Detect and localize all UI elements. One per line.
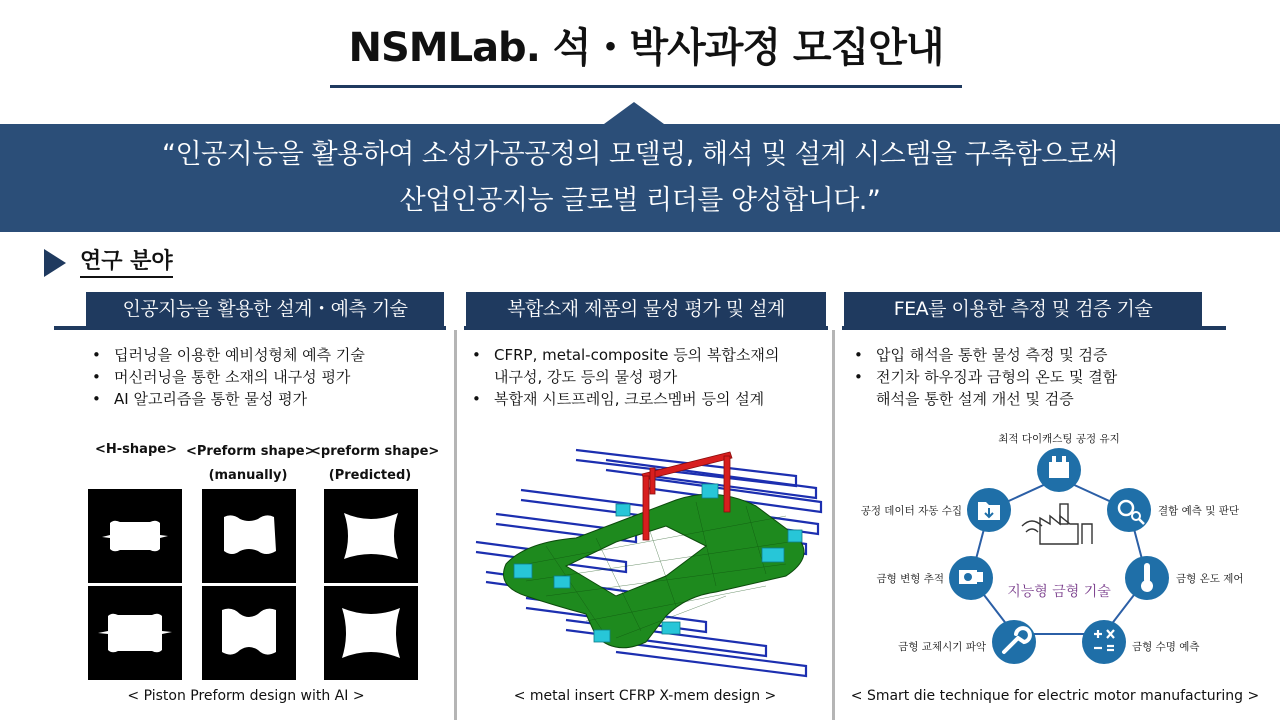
bullet-item: • AI 알고리즘을 통한 물성 평가 <box>86 388 446 410</box>
bullet-item: • 압입 해석을 통한 물성 측정 및 검증 <box>848 344 1228 366</box>
node-label: 공정 데이터 자동 수집 <box>860 505 962 517</box>
figure-label-predicted: (Predicted) <box>328 468 412 483</box>
mission-statement <box>0 132 1280 224</box>
column-3-heading: FEA를 이용한 측정 및 검증 기술 <box>844 292 1202 326</box>
figure-label-preform-predicted: <preform shape> <box>310 444 440 459</box>
factory-control-icon <box>1049 462 1069 478</box>
h-shape-image-1 <box>88 489 182 583</box>
banner-pointer <box>604 102 664 124</box>
node-defect-prediction <box>1107 488 1240 532</box>
column-3-caption: < Smart die technique for electric motor manufacturing > <box>850 688 1260 704</box>
section-heading <box>44 246 173 280</box>
bullet-item: • 전기차 하우징과 금형의 온도 및 결함 <box>848 366 1228 388</box>
triangle-bullet-icon <box>44 249 66 277</box>
node-temperature-control <box>1125 556 1244 600</box>
column-2-caption: < metal insert CFRP X-mem design > <box>513 688 777 704</box>
section-label: 연구 분야 <box>80 248 173 278</box>
column-1-rule <box>54 326 446 330</box>
mission-line-1: “인공지능을 활용하여 소성가공공정의 모델링, 해석 및 설계 시스템을 구축함으로써 <box>161 139 1119 170</box>
node-label: 최적 다이캐스팅 공정 유지 <box>998 433 1120 445</box>
column-2-rule <box>464 326 828 330</box>
factory-icon <box>1022 504 1092 544</box>
page-title: NSMLab. 석・박사과정 모집안내 <box>348 25 944 71</box>
figure-label-manually: (manually) <box>208 468 288 483</box>
node-replacement-timing <box>898 620 1036 664</box>
node-label: 결함 예측 및 판단 <box>1158 505 1240 517</box>
column-divider-2 <box>832 330 835 720</box>
smart-die-diagram <box>846 420 1266 682</box>
preform-manual-image-2 <box>202 586 296 680</box>
node-label: 금형 변형 추적 <box>876 573 944 585</box>
node-data-collection <box>861 488 1011 532</box>
mission-line-2: 산업인공지능 글로벌 리더를 양성합니다.” <box>399 185 881 216</box>
column-2-bullets <box>466 344 830 410</box>
node-factory-control <box>998 432 1120 492</box>
column-3-bullets <box>848 344 1228 410</box>
preform-predicted-image-1 <box>324 489 418 583</box>
bullet-item: • 딥러닝을 이용한 예비성형체 예측 기술 <box>86 344 446 366</box>
diagram-center-label: 지능형 금형 기술 <box>1007 584 1111 600</box>
bullet-item: • 복합재 시트프레임, 크로스멤버 등의 설계 <box>466 388 830 410</box>
bullet-continuation: 해석을 통한 설계 개선 및 검증 <box>876 390 1074 408</box>
figure-label-h-shape: <H-shape> <box>95 442 177 457</box>
node-label: 금형 온도 제어 <box>1176 573 1244 585</box>
bullet-item: • CFRP, metal-composite 등의 복합소재의 <box>466 344 830 366</box>
title-underline <box>330 85 962 88</box>
column-2-heading: 복합소재 제품의 물성 평가 및 설계 <box>466 292 826 326</box>
page-title-wrap <box>330 20 962 88</box>
column-1-caption: < Piston Preform design with AI > <box>127 688 365 704</box>
node-deformation-tracking <box>876 556 993 600</box>
figure-label-preform-manual: <Preform shape> <box>186 444 316 459</box>
node-label: 금형 교체시기 파악 <box>898 641 986 653</box>
crossmember-frame-figure <box>466 446 828 682</box>
node-label: 금형 수명 예측 <box>1132 641 1200 653</box>
column-3-rule <box>842 326 1226 330</box>
column-1-heading: 인공지능을 활용한 설계・예측 기술 <box>86 292 444 326</box>
node-lifetime-prediction <box>1082 620 1200 664</box>
preform-predicted-image-2 <box>324 586 418 680</box>
bullet-item: • 머신러닝을 통한 소재의 내구성 평가 <box>86 366 446 388</box>
column-1-bullets <box>86 344 446 410</box>
bullet-continuation: 내구성, 강도 등의 물성 평가 <box>494 368 678 386</box>
column-divider-1 <box>454 330 457 720</box>
h-shape-image-2 <box>88 586 182 680</box>
preform-manual-image-1 <box>202 489 296 583</box>
